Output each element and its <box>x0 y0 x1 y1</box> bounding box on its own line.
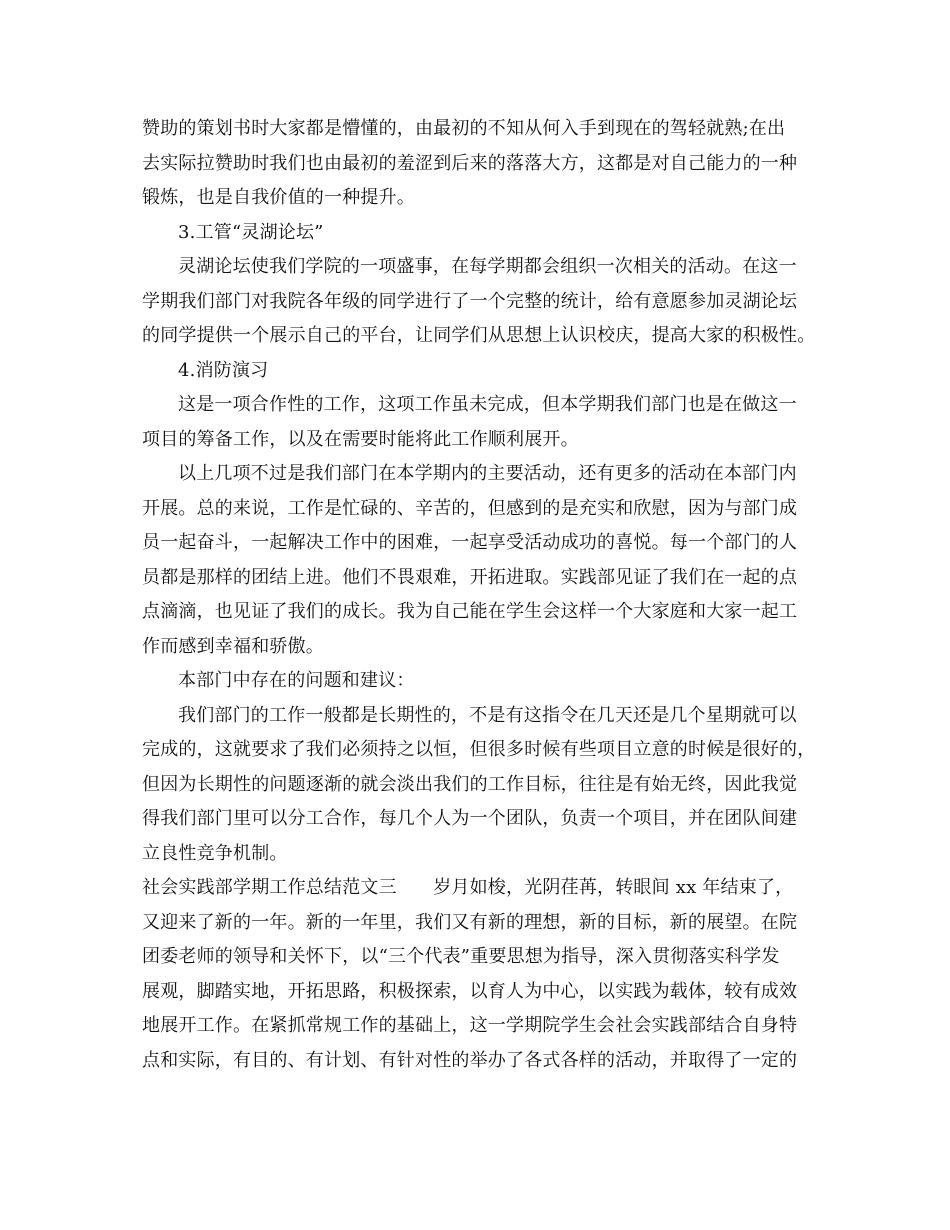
text-line: 点滴滴，也见证了我们的成长。我为自己能在学生会这样一个大家庭和大家一起工 <box>142 601 798 622</box>
text-line: 团委老师的领导和关怀下，以“三个代表”重要思想为指导，深入贯彻落实科学发 <box>142 946 780 967</box>
text-line: 展观，脚踏实地，开拓思路，积极探索，以育人为中心，以实践为载体，较有成效 <box>142 980 798 1002</box>
text-line: 得我们部门里可以分工合作，每几个人为一个团队，负责一个项目，并在团队间建 <box>142 808 798 829</box>
text-line: 赞助的策划书时大家都是懵懂的，由最初的不知从何入手到现在的驾轻就熟;在出 <box>142 118 786 139</box>
text-line: 完成的，这就要求了我们必须持之以恒，但很多时候有些项目立意的时候是很好的， <box>142 739 816 760</box>
text-line: 去实际拉赞助时我们也由最初的羞涩到后来的落落大方，这都是对自己能力的一种 <box>142 152 798 174</box>
text-line: 这是一项合作性的工作，这项工作虽未完成，但本学期我们部门也是在做这一 <box>178 394 797 415</box>
text-line: 作而感到幸福和骄傲。 <box>142 635 324 657</box>
text-line: 开展。总的来说，工作是忙碌的、辛苦的，但感到的是充实和欣慰，因为与部门成 <box>142 497 798 519</box>
text-line: 又迎来了新的一年。新的一年里，我们又有新的理想，新的目标，新的展望。在院 <box>142 911 798 933</box>
text-line: 以上几项不过是我们部门在本学期内的主要活动，还有更多的活动在本部门内 <box>178 463 797 484</box>
text-line: 本部门中存在的问题和建议： <box>178 670 415 691</box>
text-line: 3.工管“灵湖论坛” <box>178 221 324 243</box>
text-line: 4.消防演习 <box>178 359 269 381</box>
text-line: 项目的筹备工作，以及在需要时能将此工作顺利展开。 <box>142 428 579 450</box>
text-line: 但因为长期性的问题逐渐的就会淡出我们的工作目标，往往是有始无终，因此我觉 <box>142 773 798 795</box>
text-line: 点和实际，有目的、有计划、有针对性的举办了各式各样的活动，并取得了一定的 <box>142 1049 798 1071</box>
text-line: 员都是那样的团结上进。他们不畏艰难，开拓进取。实践部见证了我们在一起的点 <box>142 566 798 588</box>
text-line: 我们部门的工作一般都是长期性的，不是有这指令在几天还是几个星期就可以 <box>178 704 797 726</box>
document-body <box>142 112 816 1078</box>
text-line: 立良性竞争机制。 <box>142 842 288 864</box>
text-line: 地展开工作。在紧抓常规工作的基础上，这一学期院学生会社会实践部结合自身特 <box>142 1015 798 1036</box>
text-line: 的同学提供一个展示自己的平台，让同学们从思想上认识校庆，提高大家的积极性。 <box>142 325 816 346</box>
text-line: 锻炼，也是自我价值的一种提升。 <box>142 187 415 208</box>
text-line: 学期我们部门对我院各年级的同学进行了一个完整的统计，给有意愿参加灵湖论坛 <box>142 290 798 312</box>
text-line: 社会实践部学期工作总结范文三 岁月如梭，光阴荏苒，转眼间 xx 年结束了， <box>142 877 794 898</box>
text-line: 员一起奋斗，一起解决工作中的困难，一起享受活动成功的喜悦。每一个部门的人 <box>142 532 798 553</box>
text-line: 灵湖论坛使我们学院的一项盛事，在每学期都会组织一次相关的活动。在这一 <box>178 256 797 277</box>
